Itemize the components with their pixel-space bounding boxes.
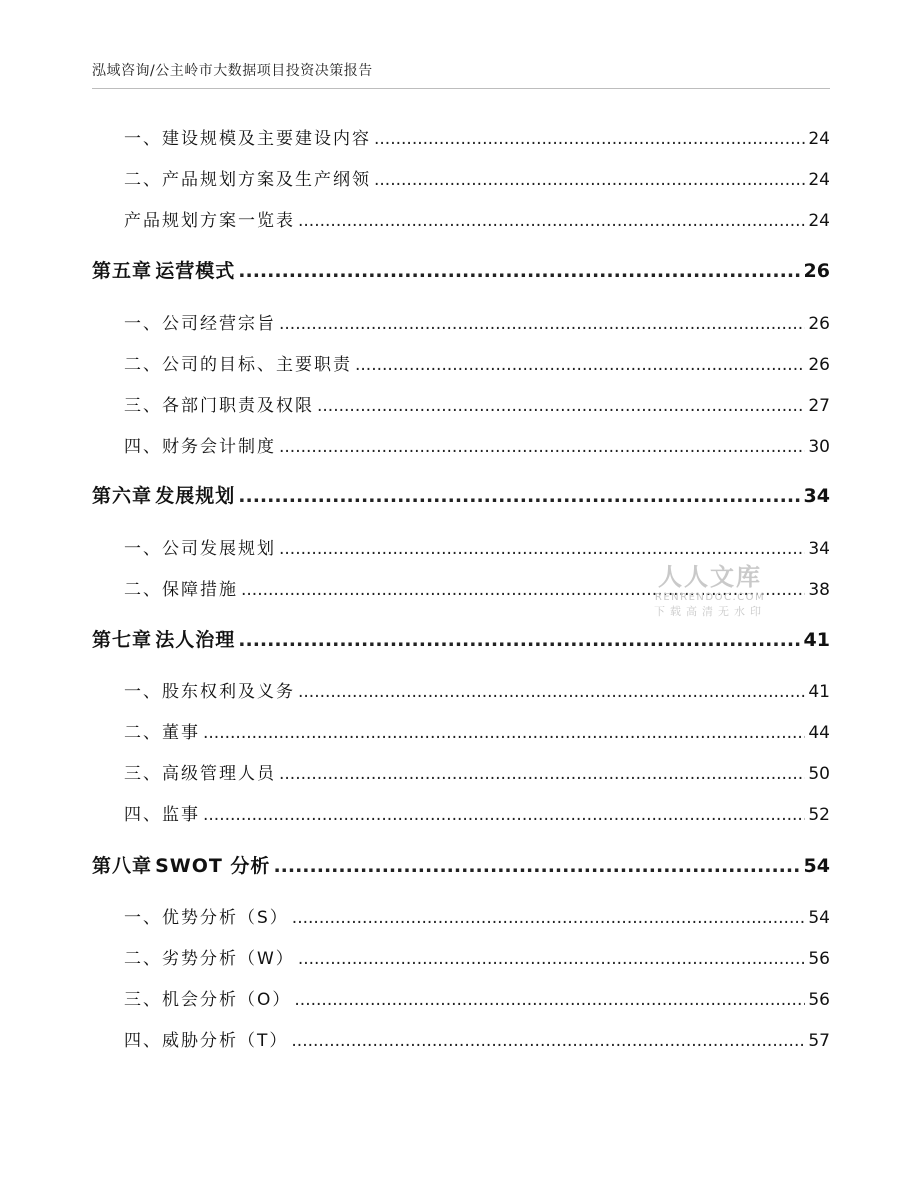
toc-entry-title: 威胁分析（T） [162,1031,289,1051]
dot-leader [298,211,805,231]
toc-chapter[interactable] [92,851,830,878]
toc-entry-page: 24 [808,211,830,231]
toc-entry[interactable] [92,944,830,969]
toc-entry[interactable] [92,309,830,334]
dot-leader [279,539,805,559]
toc-entry[interactable] [92,350,830,375]
toc-chapter-page: 54 [803,855,830,877]
dot-leader [355,355,805,375]
toc-entry-index: 三、 [124,990,162,1010]
toc-entry-index: 二、 [124,723,162,743]
toc-entry-index: 一、 [124,539,162,559]
toc-entry-title: 优势分析（S） [162,908,289,928]
toc-chapter-title: 发展规划 [155,485,236,507]
toc-entry-title: 股东权利及义务 [162,682,295,702]
toc-entry[interactable] [92,124,830,149]
dot-leader [298,949,806,969]
toc-entry-page: 30 [808,437,830,457]
toc-entry-page: 50 [808,764,830,784]
watermark-title: 人人文库 [658,563,762,591]
dot-leader [279,764,805,784]
toc-entry[interactable] [92,903,830,928]
toc-entry-page: 27 [808,396,830,416]
toc-entry-title: 产品规划方案及生产纲领 [162,170,371,190]
toc-entry[interactable] [92,206,830,231]
toc-entry-page: 44 [808,723,830,743]
toc-entry[interactable] [92,800,830,825]
toc-entry-title: 高级管理人员 [162,764,276,784]
toc-entry-index: 一、 [124,314,162,334]
dot-leader [238,260,800,282]
toc-chapter-title: 法人治理 [155,629,236,651]
toc-entry-title: 董事 [162,723,200,743]
toc-chapter[interactable] [92,625,830,652]
toc-entry-page: 38 [808,580,830,600]
toc-entry-page: 52 [808,805,830,825]
toc-chapter-index: 第七章 [92,629,153,651]
toc-entry-title: 各部门职责及权限 [162,396,314,416]
dot-leader [291,1031,805,1051]
watermark-domain: RENRENDOC.COM [654,592,766,603]
dot-leader [279,437,805,457]
dot-leader [203,723,805,743]
toc-entry-index: 二、 [124,580,162,600]
toc-entry-page: 34 [808,539,830,559]
dot-leader [238,629,800,651]
toc-chapter-index: 第六章 [92,485,153,507]
toc-entry-page: 26 [808,314,830,334]
toc-entry-index: 一、 [124,682,162,702]
toc-entry-title: 公司发展规划 [162,539,276,559]
toc-entry-page: 56 [808,990,830,1010]
toc-entry-index: 一、 [124,129,162,149]
toc-entry-page: 24 [808,129,830,149]
dot-leader [203,805,805,825]
toc-entry-title: 产品规划方案一览表 [124,211,295,231]
toc-entry-title: 公司经营宗旨 [162,314,276,334]
dot-leader [317,396,805,416]
toc-entry[interactable] [92,391,830,416]
toc-entry-title: 建设规模及主要建设内容 [162,129,371,149]
toc-entry-page: 24 [808,170,830,190]
toc-chapter-page: 41 [803,629,830,651]
watermark [645,563,775,619]
toc-chapter-page: 26 [803,260,830,282]
toc-entry-title: 劣势分析（W） [162,949,295,969]
toc-entry-index: 三、 [124,396,162,416]
toc-entry-index: 四、 [124,1031,162,1051]
dot-leader [374,170,805,190]
toc-chapter[interactable] [92,256,830,283]
toc-entry[interactable] [92,534,830,559]
dot-leader [292,908,806,928]
toc-entry-title: 机会分析（O） [162,990,292,1010]
dot-leader [279,314,805,334]
toc-entry-page: 56 [808,949,830,969]
toc-chapter[interactable] [92,481,830,508]
toc-entry-page: 57 [808,1031,830,1051]
toc-entry[interactable] [92,985,830,1010]
toc-entry[interactable] [92,165,830,190]
toc-chapter-index: 第八章 [92,855,153,877]
toc-entry-index: 三、 [124,764,162,784]
toc-chapter-page: 34 [803,485,830,507]
toc-entry-page: 54 [808,908,830,928]
toc-entry-title: 保障措施 [162,580,238,600]
toc-entry-index: 四、 [124,437,162,457]
toc-entry-page: 41 [808,682,830,702]
toc-entry[interactable] [92,718,830,743]
watermark-slogan: 下载高清无水印 [654,605,766,618]
toc-entry[interactable] [92,432,830,457]
toc-entry[interactable] [92,759,830,784]
toc-entry[interactable] [92,677,830,702]
toc-entry[interactable] [92,1026,830,1051]
toc-entry-title: 监事 [162,805,200,825]
running-header: 泓域咨询/公主岭市大数据项目投资决策报告 [92,63,373,79]
dot-leader [298,682,805,702]
toc-entry-page: 26 [808,355,830,375]
toc-chapter-index: 第五章 [92,260,153,282]
dot-leader [294,990,805,1010]
toc-entry-index: 二、 [124,170,162,190]
toc-chapter-title: 运营模式 [155,260,236,282]
toc-entry-index: 二、 [124,355,162,375]
toc-chapter-title: SWOT 分析 [155,855,271,877]
dot-leader [238,485,800,507]
dot-leader [273,855,800,877]
toc-entry-index: 二、 [124,949,162,969]
toc-entry-index: 一、 [124,908,162,928]
dot-leader [374,129,805,149]
toc-entry-index: 四、 [124,805,162,825]
toc-entry-title: 财务会计制度 [162,437,276,457]
toc-entry-title: 公司的目标、主要职责 [162,355,352,375]
